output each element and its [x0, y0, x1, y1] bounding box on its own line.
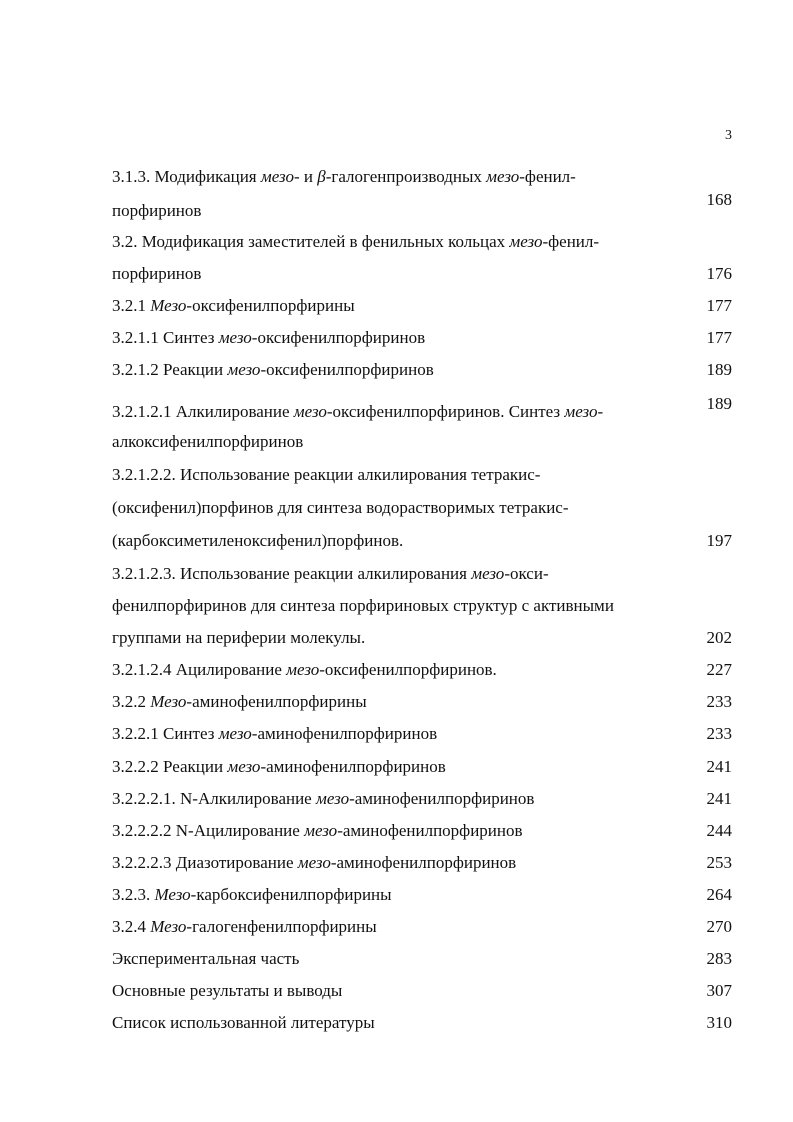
toc-entry: [112, 789, 732, 821]
toc-page-number: 307: [706, 981, 732, 1000]
toc-entry-text: 3.1.3. Модификация мезо- и β-галогенпроизводных мезо-фенил-: [112, 167, 576, 186]
toc-entry: [112, 167, 732, 223]
toc-page-number: 264: [706, 885, 732, 904]
toc-entry-text: 3.2.1.1 Синтез мезо-оксифенилпорфиринов: [112, 328, 426, 347]
toc-entry: [112, 465, 732, 555]
toc-entry-text-cont: алкоксифенилпорфиринов: [112, 432, 304, 451]
toc-entry: [112, 394, 732, 458]
toc-entry-text: 3.2.4 Мезо-галогенфенилпорфирины: [112, 917, 377, 936]
toc-entry-text: 3.2.2.2.3 Диазотирование мезо-аминофенилпорфиринов: [112, 853, 517, 872]
toc-page-number: 168: [706, 190, 732, 209]
toc-entry-text: 3.2.1.2.4 Ацилирование мезо-оксифенилпорфиринов.: [112, 660, 497, 679]
toc-entry: [112, 1013, 732, 1045]
toc-entry-text: 3.2.1.2.3. Использование реакции алкилирования мезо-окси-: [112, 564, 549, 583]
toc-entry-text: 3.2.2 Мезо-аминофенилпорфирины: [112, 692, 367, 711]
toc-page-number: 189: [706, 360, 732, 379]
toc-entry-text: Экспериментальная часть: [112, 949, 300, 968]
toc-entry-text: 3.2.2.1 Синтез мезо-аминофенилпорфиринов: [112, 724, 438, 743]
toc-page-number: 202: [706, 628, 732, 647]
toc-entry: [112, 885, 732, 917]
toc-entry: [112, 757, 732, 789]
toc-entry: [112, 821, 732, 853]
toc-entry: [112, 692, 732, 724]
toc-page-number: 177: [706, 328, 732, 347]
toc-entry-text: 3.2.1.2.2. Использование реакции алкилирования тетракис-: [112, 465, 541, 484]
toc-entry: [112, 232, 732, 288]
toc-entry: [112, 660, 732, 692]
toc-entry: [112, 981, 732, 1013]
toc-page-number: 310: [706, 1013, 732, 1032]
toc-entry-text-cont: (карбоксиметиленоксифенил)порфинов.: [112, 531, 404, 550]
toc-entry-text: 3.2.1.2 Реакции мезо-оксифенилпорфиринов: [112, 360, 434, 379]
toc-entry: [112, 724, 732, 756]
toc-entry-text: Основные результаты и выводы: [112, 981, 343, 1000]
toc-entry-text-cont: группами на периферии молекулы.: [112, 628, 366, 647]
toc-entry-text: 3.2.2.2 Реакции мезо-аминофенилпорфиринов: [112, 757, 446, 776]
toc-entry: [112, 360, 732, 392]
toc-page-number: 241: [706, 789, 732, 808]
toc-entry-text: 3.2.1.2.1 Алкилирование мезо-оксифенилпорфиринов. Синтез мезо-: [112, 402, 604, 421]
toc-entry-text-cont: порфиринов: [112, 201, 202, 220]
toc-page-number: 197: [706, 531, 732, 550]
toc-entry-text-cont: порфиринов: [112, 264, 202, 283]
toc-entry: [112, 564, 732, 654]
toc-page-number: 176: [706, 264, 732, 283]
toc-entry-text-cont: фенилпорфиринов для синтеза порфириновых структур с активными: [112, 596, 614, 615]
toc-entry-text: 3.2. Модификация заместителей в фенильных кольцах мезо-фенил-: [112, 232, 600, 251]
toc-entry-text: 3.2.3. Мезо-карбоксифенилпорфирины: [112, 885, 392, 904]
toc-page-number: 227: [706, 660, 732, 679]
toc-page-number: 270: [706, 917, 732, 936]
toc-entry-text: 3.2.2.2.2 N-Ацилирование мезо-аминофенилпорфиринов: [112, 821, 523, 840]
toc-page-number: 233: [706, 724, 732, 743]
toc-entry: [112, 853, 732, 885]
toc-entry: [112, 917, 732, 949]
toc-entry: [112, 949, 732, 981]
toc-page-number: 283: [706, 949, 732, 968]
toc-entry-text: 3.2.2.2.1. N-Алкилирование мезо-аминофенилпорфиринов: [112, 789, 535, 808]
toc-page-number: 177: [706, 296, 732, 315]
toc-entry: [112, 296, 732, 328]
toc-page-number: 233: [706, 692, 732, 711]
toc-page-number: 241: [706, 757, 732, 776]
toc-entry-text: Список использованной литературы: [112, 1013, 375, 1032]
toc-entry-text: 3.2.1 Мезо-оксифенилпорфирины: [112, 296, 355, 315]
toc-page-number: 244: [706, 821, 732, 840]
toc-page-number: 189: [706, 394, 732, 413]
toc-entry: [112, 328, 732, 360]
toc-entry-text-cont: (оксифенил)порфинов для синтеза водорастворимых тетракис-: [112, 498, 569, 517]
toc-page-number: 253: [706, 853, 732, 872]
page-number: 3: [725, 128, 732, 143]
